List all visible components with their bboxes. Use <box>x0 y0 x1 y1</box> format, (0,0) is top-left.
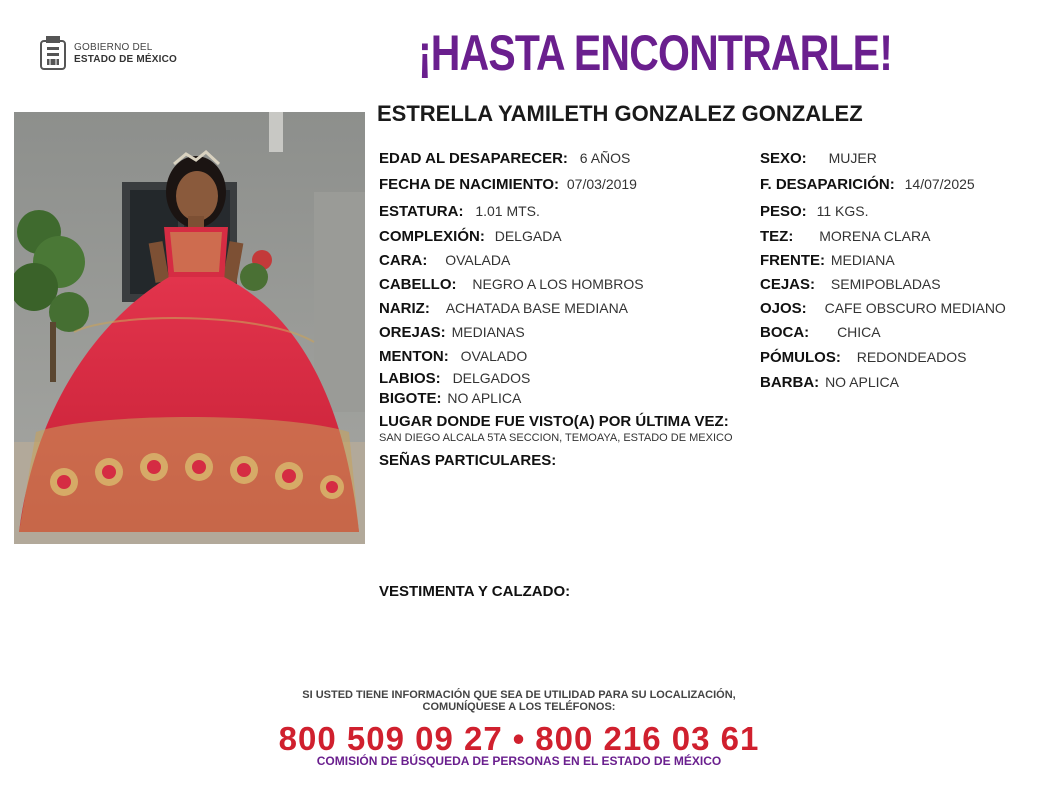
field-eyes <box>760 300 1006 317</box>
field-height-label: ESTATURA: <box>379 203 464 220</box>
field-lips-value: DELGADOS <box>452 370 531 386</box>
field-height-value: 1.01 MTS. <box>475 203 540 219</box>
field-birthdate-value: 07/03/2019 <box>566 176 637 192</box>
field-face <box>379 252 510 269</box>
field-birthdate-label: FECHA DE NACIMIENTO: <box>379 176 559 193</box>
field-sex <box>760 150 877 167</box>
field-disappearance-date <box>760 176 975 193</box>
field-eyebrows <box>760 276 941 293</box>
field-height <box>379 203 540 220</box>
field-forehead-value: MEDIANA <box>830 252 895 268</box>
commission-name: COMISIÓN DE BÚSQUEDA DE PERSONAS EN EL ESTADO DE MÉXICO <box>316 754 722 768</box>
field-beard <box>760 374 899 391</box>
field-complexion-value: MORENA CLARA <box>819 228 931 244</box>
field-sex-label: SEXO: <box>760 150 807 167</box>
field-weight-label: PESO: <box>760 203 807 220</box>
field-mustache-label: BIGOTE: <box>379 390 442 407</box>
field-mouth-label: BOCA: <box>760 324 810 341</box>
field-nose-label: NARIZ: <box>379 300 430 317</box>
field-build-value: DELGADA <box>494 228 562 244</box>
field-lips-label: LABIOS: <box>379 370 441 387</box>
field-mouth-value: CHICA <box>837 324 881 340</box>
field-hair-label: CABELLO: <box>379 276 457 293</box>
field-weight <box>760 203 868 220</box>
field-cheekbones-value: REDONDEADOS <box>856 349 967 365</box>
field-age-label: EDAD AL DESAPARECER: <box>379 150 568 167</box>
person-name: ESTRELLA YAMILETH GONZALEZ GONZALEZ <box>377 101 863 126</box>
field-ears-value: MEDIANAS <box>451 324 525 340</box>
state-seal-icon <box>38 35 68 73</box>
field-sex-value: MUJER <box>828 150 877 166</box>
phone-separator: • <box>512 720 526 757</box>
field-complexion-label: TEZ: <box>760 228 794 245</box>
field-eyes-label: OJOS: <box>760 300 807 317</box>
field-chin-value: OVALADO <box>460 348 528 364</box>
field-age <box>379 150 630 167</box>
logo-line2: ESTADO DE MÉXICO <box>74 54 178 65</box>
last-seen-label: LUGAR DONDE FUE VISTO(A) POR ÚLTIMA VEZ: <box>379 413 729 430</box>
phone-1[interactable]: 800 509 09 27 <box>278 720 503 757</box>
field-mustache-value: NO APLICA <box>447 390 522 406</box>
field-hair-value: NEGRO A LOS HOMBROS <box>472 276 644 292</box>
field-age-value: 6 AÑOS <box>579 150 631 166</box>
field-disappearance-date-label: F. DESAPARICIÓN: <box>760 176 895 193</box>
field-beard-value: NO APLICA <box>825 374 899 390</box>
field-build <box>379 228 562 245</box>
phone-2[interactable]: 800 216 03 61 <box>535 720 760 757</box>
phone-numbers <box>0 720 1038 758</box>
field-eyes-value: CAFE OBSCURO MEDIANO <box>824 300 1006 316</box>
distinguishing-marks-label: SEÑAS PARTICULARES: <box>379 452 557 469</box>
field-beard-label: BARBA: <box>760 374 820 391</box>
field-forehead-label: FRENTE: <box>760 252 825 269</box>
field-cheekbones-label: PÓMULOS: <box>760 349 841 366</box>
logo-line1: GOBIERNO DEL <box>74 42 153 53</box>
field-nose-value: ACHATADA BASE MEDIANA <box>445 300 629 316</box>
field-birthdate <box>379 176 637 193</box>
headline: ¡HASTA ENCONTRARLE! <box>417 25 893 81</box>
field-forehead <box>760 252 895 269</box>
field-build-label: COMPLEXIÓN: <box>379 228 485 245</box>
person-photo <box>14 112 365 544</box>
field-ears-label: OREJAS: <box>379 324 446 341</box>
government-logo <box>38 35 177 73</box>
field-complexion <box>760 228 930 245</box>
field-weight-value: 11 KGS. <box>816 203 869 219</box>
last-seen-value: SAN DIEGO ALCALA 5TA SECCION, TEMOAYA, ESTADO DE MEXICO <box>379 432 733 444</box>
field-hair <box>379 276 644 293</box>
field-mustache <box>379 390 521 407</box>
field-mouth <box>760 324 881 341</box>
field-nose <box>379 300 628 317</box>
footer-info-line2: COMUNÍQUESE A LOS TELÉFONOS: <box>422 701 616 713</box>
footer-info-line1: SI USTED TIENE INFORMACIÓN QUE SEA DE UTILIDAD PARA SU LOCALIZACIÓN, <box>302 689 736 701</box>
field-eyebrows-label: CEJAS: <box>760 276 816 293</box>
field-chin-label: MENTON: <box>379 348 449 365</box>
field-face-label: CARA: <box>379 252 428 269</box>
field-face-value: OVALADA <box>445 252 511 268</box>
clothing-label: VESTIMENTA Y CALZADO: <box>379 583 571 600</box>
field-disappearance-date-value: 14/07/2025 <box>904 176 975 192</box>
field-lips <box>379 370 530 387</box>
field-ears <box>379 324 525 341</box>
field-chin <box>379 348 527 365</box>
field-cheekbones <box>760 349 966 366</box>
field-eyebrows-value: SEMIPOBLADAS <box>830 276 941 292</box>
